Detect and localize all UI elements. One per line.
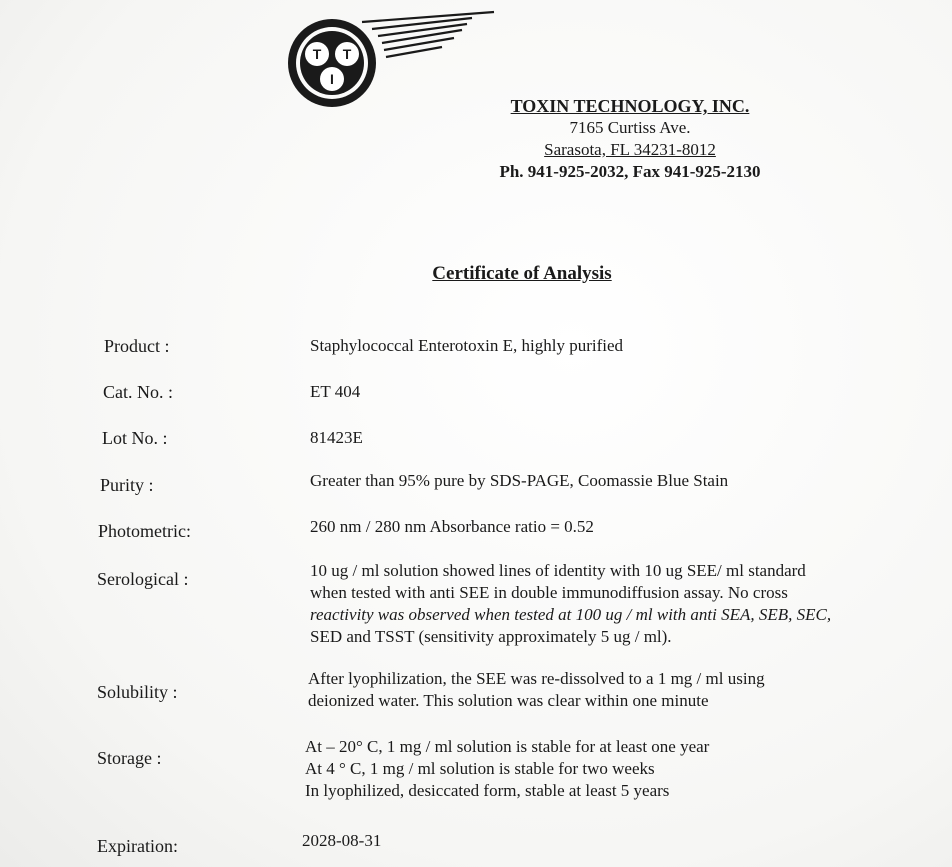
serological-line-2: when tested with anti SEE in double immunodiffusion assay. No cross (310, 583, 788, 602)
serological-value (310, 560, 831, 648)
storage-line-2: At 4 ° C, 1 mg / ml solution is stable for two weeks (305, 759, 655, 778)
photometric-value: 260 nm / 280 nm Absorbance ratio = 0.52 (310, 517, 594, 536)
serological-line-4: SED and TSST (sensitivity approximately 5 ug / ml). (310, 627, 672, 646)
company-street: 7165 Curtiss Ave. (569, 118, 691, 137)
cat-no-value: ET 404 (310, 382, 361, 401)
product-value: Staphylococcal Enterotoxin E, highly purified (310, 336, 624, 355)
company-phone-fax: Ph. 941-925-2032, Fax 941-925-2130 (499, 162, 761, 181)
solubility-value (308, 668, 765, 712)
lot-no-label: Lot No. : (102, 428, 168, 448)
company-name: TOXIN TECHNOLOGY, INC. (510, 96, 750, 116)
logo-letter-t2: T (342, 46, 352, 62)
serological-line-3: reactivity was observed when tested at 100 ug / ml with anti SEA, SEB, SEC, (310, 605, 832, 624)
speed-lines (362, 12, 494, 57)
photometric-label: Photometric: (98, 521, 191, 541)
logo-letter-i: I (330, 71, 334, 87)
purity-value: Greater than 95% pure by SDS-PAGE, Coomassie Blue Stain (310, 471, 729, 490)
company-header (400, 95, 860, 183)
serological-label: Serological : (97, 569, 189, 589)
product-label: Product : (104, 336, 170, 356)
company-logo (282, 8, 502, 108)
cat-no-label: Cat. No. : (103, 382, 173, 402)
solubility-line-2: deionized water. This solution was clear within one minute (308, 691, 709, 710)
solubility-line-1: After lyophilization, the SEE was re-dissolved to a 1 mg / ml using (308, 669, 765, 688)
storage-line-3: In lyophilized, desiccated form, stable at least 5 years (305, 781, 670, 800)
expiration-label: Expiration: (97, 836, 178, 856)
purity-label: Purity : (100, 475, 154, 495)
storage-label: Storage : (97, 748, 162, 768)
logo-letter-t1: T (312, 46, 322, 62)
solubility-label: Solubility : (97, 682, 178, 702)
storage-line-1: At – 20° C, 1 mg / ml solution is stable for at least one year (305, 737, 710, 756)
lot-no-value: 81423E (310, 428, 363, 447)
expiration-value: 2028-08-31 (302, 831, 382, 850)
company-city: Sarasota, FL 34231-8012 (544, 140, 716, 159)
storage-value (305, 736, 709, 802)
serological-line-1: 10 ug / ml solution showed lines of identity with 10 ug SEE/ ml standard (310, 561, 806, 580)
certificate-title: Certificate of Analysis (432, 263, 612, 284)
